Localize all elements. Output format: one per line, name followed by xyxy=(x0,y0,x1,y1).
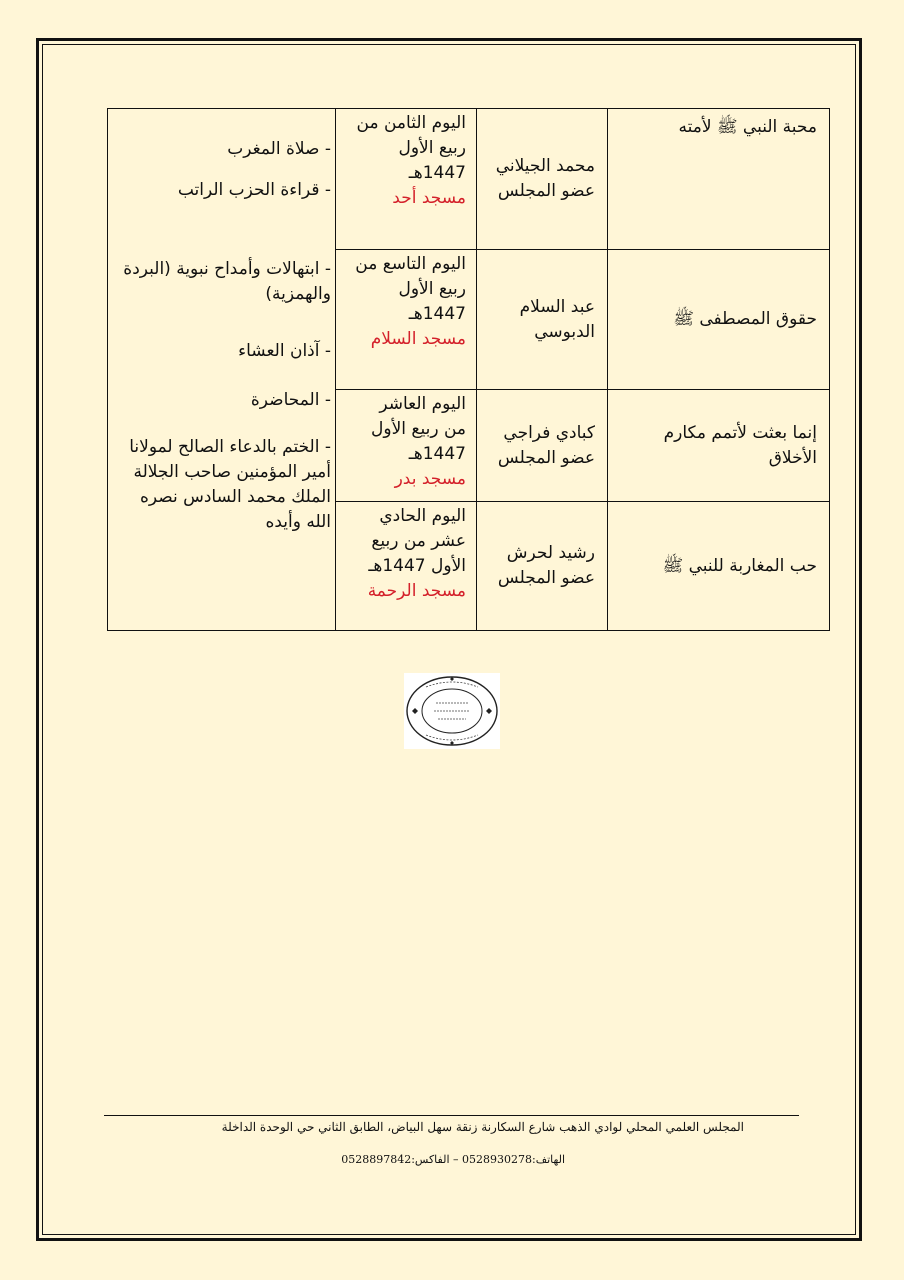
program-item: - قراءة الحزب الراتب xyxy=(177,180,331,200)
date-line: اليوم العاشر xyxy=(379,394,466,414)
mosque-name: مسجد بدر xyxy=(394,469,466,489)
date-line: ربيع الأول xyxy=(398,138,466,158)
date-line: 1447هـ xyxy=(408,444,466,464)
date-line: اليوم الثامن من xyxy=(356,113,466,133)
footer-divider xyxy=(104,1115,799,1116)
topic-cell: حقوق المصطفى ﷺ xyxy=(608,250,830,390)
speaker-name: عبد السلام xyxy=(519,296,595,317)
seal-icon xyxy=(404,673,500,749)
speaker-name: رشيد لحرش xyxy=(506,543,595,563)
date-line: 1447هـ xyxy=(408,304,466,324)
date-line: عشر من ربيع xyxy=(371,531,466,551)
lecture-schedule-table xyxy=(107,108,830,631)
date-line: الأول 1447هـ xyxy=(368,556,466,576)
date-cell xyxy=(336,109,477,250)
topic-cell: إنما بعثت لأتمم مكارم الأخلاق xyxy=(608,390,830,502)
program-cell xyxy=(108,109,336,631)
speaker-name: كبادي فراجي xyxy=(503,422,595,443)
footer-address: المجلس العلمي المحلي لوادي الذهب شارع السكارنة زنقة سهل البياض، الطابق الثاني حي الوحدة الداخلة xyxy=(221,1120,744,1134)
speaker-name: محمد الجيلاني xyxy=(495,156,595,176)
mosque-name: مسجد السلام xyxy=(370,329,466,349)
mosque-name: مسجد الرحمة xyxy=(367,581,466,601)
date-cell xyxy=(336,390,477,502)
program-item: - الختم بالدعاء الصالح لمولانا أمير المؤمنين صاحب الجلالة الملك محمد السادس نصره الله وأيده xyxy=(129,437,331,532)
mosque-name: مسجد أحد xyxy=(392,188,466,208)
speaker-role: الدبوسي xyxy=(534,321,595,342)
speaker-role: عضو المجلس xyxy=(497,181,595,201)
date-line: اليوم الحادي xyxy=(379,506,466,526)
table-row xyxy=(108,109,830,250)
program-item: - صلاة المغرب xyxy=(227,139,331,159)
footer-phone-fax: الهاتف:0528930278 – الفاكس:0528897842 xyxy=(341,1153,565,1166)
council-seal-stamp xyxy=(404,673,500,749)
date-cell xyxy=(336,250,477,390)
speaker-cell xyxy=(477,390,608,502)
speaker-cell xyxy=(477,109,608,250)
date-line: 1447هـ xyxy=(408,163,466,183)
date-line: من ربيع الأول xyxy=(371,419,466,439)
speaker-role: عضو المجلس xyxy=(497,568,595,588)
speaker-cell xyxy=(477,250,608,390)
date-cell xyxy=(336,502,477,631)
topic-cell: محبة النبي ﷺ لأمته xyxy=(608,109,830,250)
program-item: - آذان العشاء xyxy=(238,341,331,361)
program-item: - المحاضرة xyxy=(250,390,331,410)
speaker-role: عضو المجلس xyxy=(497,447,595,468)
date-line: ربيع الأول xyxy=(398,279,466,299)
topic-cell: حب المغاربة للنبي ﷺ xyxy=(608,502,830,631)
date-line: اليوم التاسع من xyxy=(355,254,466,274)
program-item: - ابتهالات وأمداح نبوية (البردة والهمزية) xyxy=(123,259,331,304)
speaker-cell xyxy=(477,502,608,631)
